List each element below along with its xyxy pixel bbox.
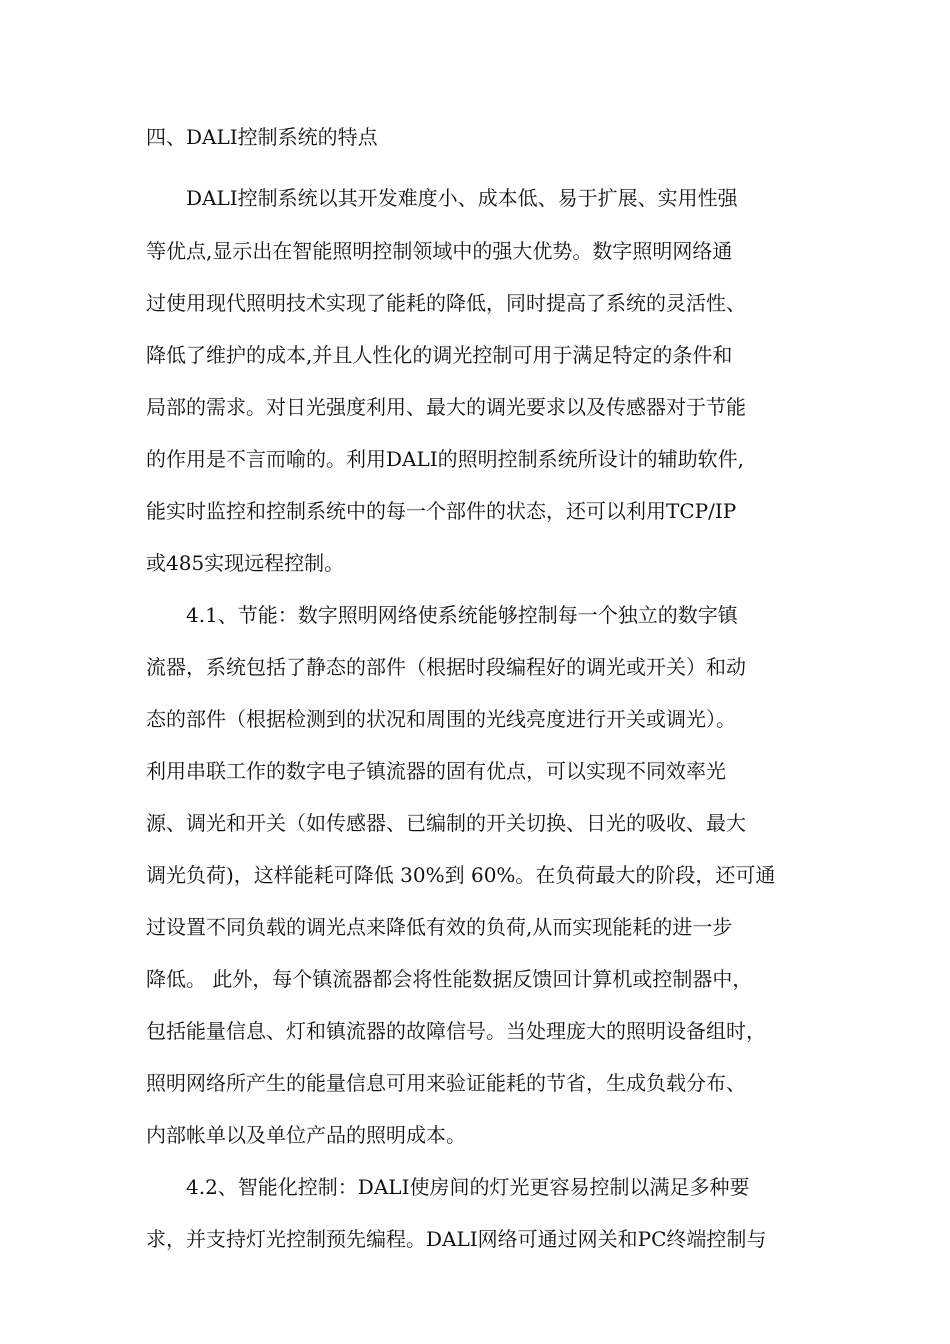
paragraph2-line: 态的部件（根据检测到的状况和周围的光线亮度进行开关或调光）。 (146, 707, 736, 731)
paragraph2-line: 流器，系统包括了静态的部件（根据时段编程好的调光或开关）和动 (146, 655, 746, 679)
paragraph2-line: 过设置不同负载的调光点来降低有效的负荷,从而实现能耗的进一步 (146, 915, 733, 939)
paragraph2-line: 4.1、节能：数字照明网络使系统能够控制每一个独立的数字镇 (186, 603, 738, 627)
section-heading: 四、DALI控制系统的特点 (146, 125, 378, 149)
paragraph1-line: 或485实现远程控制。 (146, 551, 345, 575)
paragraph3-line: 4.2、智能化控制：DALI使房间的灯光更容易控制以满足多种要 (186, 1175, 750, 1199)
paragraph2-line: 源、调光和开关（如传感器、已编制的开关切换、日光的吸收、最大 (146, 811, 746, 835)
paragraph2-line: 降低。 此外，每个镇流器都会将性能数据反馈回计算机或控制器中， (146, 967, 753, 991)
paragraph1-line: 过使用现代照明技术实现了能耗的降低，同时提高了系统的灵活性、 (146, 291, 746, 315)
paragraph2-line: 内部帐单以及单位产品的照明成本。 (146, 1123, 466, 1147)
paragraph2-line: 利用串联工作的数字电子镇流器的固有优点，可以实现不同效率光 (146, 759, 726, 783)
paragraph1-line: 降低了维护的成本,并且人性化的调光控制可用于满足特定的条件和 (146, 343, 733, 367)
paragraph1-line: 的作用是不言而喻的。利用DALI的照明控制系统所设计的辅助软件, (146, 447, 745, 471)
paragraph1-line: 能实时监控和控制系统中的每一个部件的状态，还可以利用TCP/IP (146, 499, 737, 523)
paragraph2-line: 照明网络所产生的能量信息可用来验证能耗的节省，生成负载分布、 (146, 1071, 746, 1095)
paragraph1-line: 等优点,显示出在智能照明控制领域中的强大优势。数字照明网络通 (146, 239, 733, 263)
paragraph3-line: 求，并支持灯光控制预先编程。DALI网络可通过网关和PC终端控制与 (146, 1227, 767, 1251)
paragraph1-line: DALI控制系统以其开发难度小、成本低、易于扩展、实用性强 (186, 186, 738, 210)
paragraph2-line: 包括能量信息、灯和镇流器的故障信号。当处理庞大的照明设备组时， (146, 1019, 766, 1043)
paragraph2-line: 调光负荷)，这样能耗可降低 30%到 60%。在负荷最大的阶段，还可通 (146, 863, 776, 887)
paragraph1-line: 局部的需求。对日光强度利用、最大的调光要求以及传感器对于节能 (146, 395, 746, 419)
